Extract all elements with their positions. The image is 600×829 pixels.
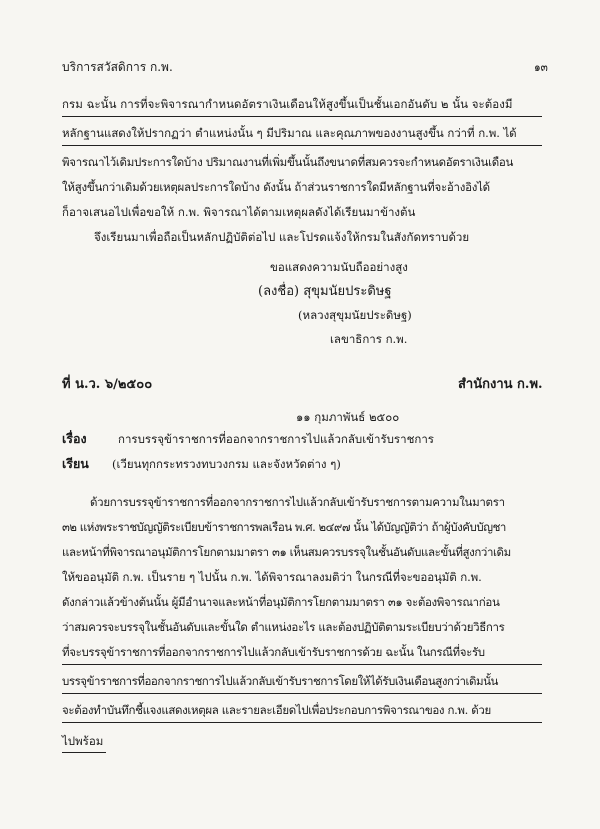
recipient-label: เรียน [62, 456, 89, 471]
running-header: บริการสวัสดิการ ก.พ. [62, 60, 173, 74]
underline-rule [62, 693, 542, 694]
letter1-line-3: พิจารณาไว้เดิมประการใดบ้าง ปริมาณงานที่เพิ่มขึ้นนั้นถึงขนาดที่สมควรจะกำหนดอัตราเงินเดือน [62, 155, 514, 169]
body-line-9: จะต้องทำบันทึกชี้แจงแสดงเหตุผล และรายละเอียดไปเพื่อประกอบการพิจารณาของ ก.พ. ด้วย [62, 703, 491, 717]
body-line-2: ๓๒ แห่งพระราชบัญญัติระเบียบข้าราชการพลเรือน พ.ศ. ๒๔๙๗ นั้น ได้บัญญัติว่า ถ้าผู้บังคับบัญชา [62, 520, 506, 534]
underline-rule [62, 664, 542, 665]
body-line-8: บรรจุข้าราชการที่ออกจากราชการไปแล้วกลับเข้ารับราชการโดยให้ได้รับเงินเดือนสูงกว่าเดิมนั้น [62, 674, 498, 688]
letter1-line-5: ก็อาจเสนอไปเพื่อขอให้ ก.พ. พิจารณาได้ตามเหตุผลดังได้เรียนมาข้างต้น [62, 205, 416, 219]
body-line-7: ที่จะบรรจุข้าราชการที่ออกจากราชการไปแล้วกลับเข้ารับราชการด้วย ฉะนั้น ในกรณีที่จะรับ [62, 645, 485, 659]
body-line-10: ไปพร้อม [62, 734, 104, 748]
signer-position: เลขาธิการ ก.พ. [330, 332, 408, 346]
letter-date: ๑๑ กุมภาพันธ์ ๒๕๐๐ [296, 410, 400, 424]
body-line-4: ให้ขออนุมัติ ก.พ. เป็นราย ๆ ไปนั้น ก.พ. ได้พิจารณาลงมติว่า ในกรณีที่จะขออนุมัติ ก.พ. [62, 570, 482, 584]
body-line-1: ด้วยการบรรจุข้าราชการที่ออกจากราชการไปแล้วกลับเข้ารับราชการตามความในมาตรา [90, 495, 505, 509]
subject-label: เรื่อง [62, 431, 87, 446]
page-number: ๑๓ [534, 60, 548, 74]
body-line-5: ดังกล่าวแล้วข้างต้นนั้น ผู้มีอำนาจและหน้าที่อนุมัติการโยกตามมาตรา ๓๑ จะต้องพิจารณาก่อน [62, 595, 500, 609]
underline-rule [62, 752, 106, 753]
regards: ขอแสดงความนับถืออย่างสูง [270, 260, 408, 274]
underline-rule [62, 145, 542, 146]
body-line-3: และหน้าที่พิจารณาอนุมัติการโยกตามมาตรา ๓๑ เห็นสมควรบรรจุในชั้นอันดับและขั้นที่สูงกว่าเดิม [62, 545, 511, 559]
signer-name: (หลวงสุขุมนัยประดิษฐ) [298, 308, 412, 322]
issuing-office: สำนักงาน ก.พ. [458, 377, 543, 392]
underline-rule [62, 722, 542, 723]
closing-line: จึงเรียนมาเพื่อถือเป็นหลักปฏิบัติต่อไป และโปรดแจ้งให้กรมในสังกัดทราบด้วย [94, 230, 470, 244]
recipient-text: (เวียนทุกกระทรวงทบวงกรม และจังหวัดต่าง ๆ) [112, 457, 341, 471]
underline-rule [62, 116, 542, 117]
reference-number: ที่ น.ว. ๖/๒๕๐๐ [62, 377, 153, 392]
signature: (ลงชื่อ) สุขุมนัยประดิษฐ [258, 284, 392, 299]
body-line-6: ว่าสมควรจะบรรจุในชั้นอันดับและขั้นใด ตำแหน่งอะไร และต้องปฏิบัติตามระเบียบว่าด้วยวิธีการ [62, 620, 505, 634]
subject-text: การบรรจุข้าราชการที่ออกจากราชการไปแล้วกลับเข้ารับราชการ [118, 432, 434, 446]
letter1-line-4: ให้สูงขึ้นกว่าเดิมด้วยเหตุผลประการใดบ้าง ดังนั้น ถ้าส่วนราชการใดมีหลักฐานที่จะอ้างอิงได้ [62, 180, 490, 194]
letter1-line-2: หลักฐานแสดงให้ปรากฏว่า ตำแหน่งนั้น ๆ มีปริมาณ และคุณภาพของงานสูงขึ้น กว่าที่ ก.พ. ได้ [62, 126, 517, 140]
letter1-line-1: กรม ฉะนั้น การที่จะพิจารณากำหนดอัตราเงินเดือนให้สูงขึ้นเป็นชั้นเอกอันดับ ๒ นั้น จะต้องมี [62, 97, 513, 111]
